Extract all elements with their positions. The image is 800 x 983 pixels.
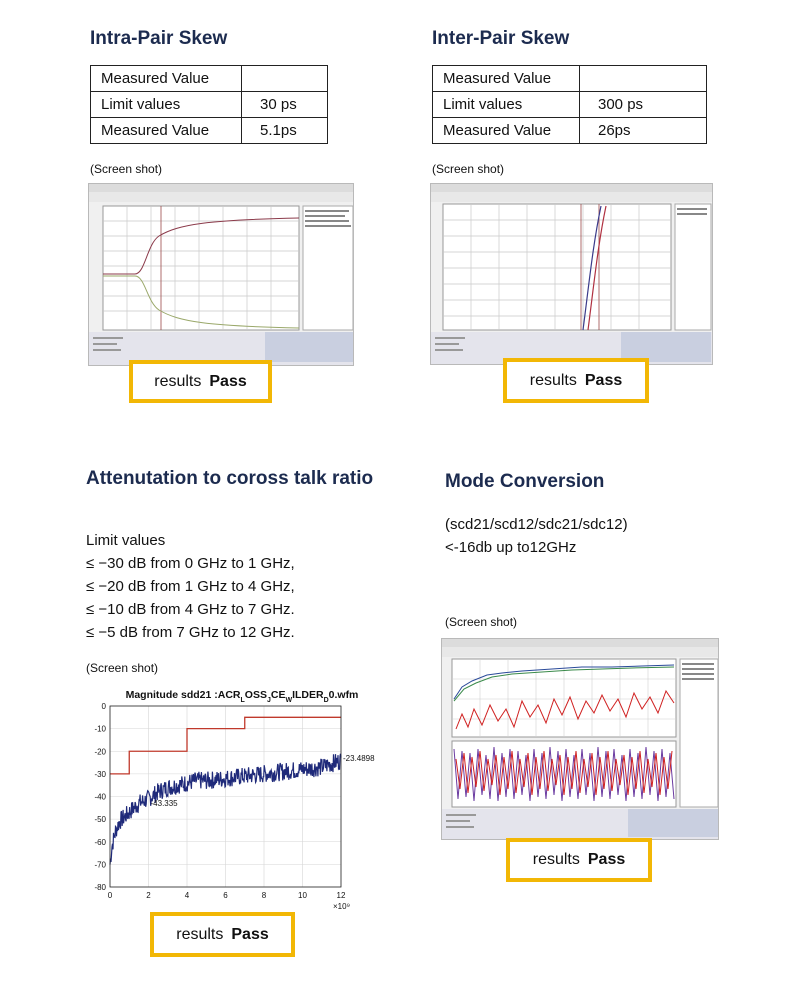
table-cell-label: Measured Value	[433, 66, 580, 92]
mode-conversion-spec	[445, 513, 628, 559]
table-cell-label: Limit values	[433, 92, 580, 118]
mode-screenshot	[441, 638, 719, 840]
mode-params: (scd21/scd12/sdc21/sdc12)	[445, 516, 628, 533]
table-cell-value	[580, 66, 707, 92]
chart-title-part: Magnitude sdd21 :ACR	[125, 689, 241, 701]
table-cell-value: 26ps	[580, 118, 707, 144]
attenuation-limits	[86, 529, 295, 644]
mode-result-box	[506, 838, 652, 882]
result-label: results	[529, 371, 577, 389]
intra-screenshot-label: (Screen shot)	[90, 162, 163, 176]
x-tick-label: 2	[146, 891, 151, 900]
result-value: Pass	[587, 851, 626, 868]
limit-line: ≤ −30 dB from 0 GHz to 1 GHz,	[86, 555, 295, 572]
x-tick-label: 10	[298, 891, 307, 900]
table-row	[433, 66, 707, 92]
result-label: results	[154, 372, 202, 390]
x-tick-label: 12	[336, 891, 346, 900]
chart-title-part: J	[266, 696, 271, 704]
y-tick-label: -20	[94, 747, 106, 757]
result-value: Pass	[584, 371, 623, 389]
y-tick-label: -50	[94, 815, 106, 825]
table-cell-label: Measured Value	[91, 118, 242, 144]
limit-line: ≤ −20 dB from 1 GHz to 4 GHz,	[86, 578, 295, 595]
table-row	[91, 118, 328, 144]
intra-result-box	[129, 360, 272, 403]
inter-waveform-image	[431, 184, 713, 365]
chart-annotation: -43.335	[150, 798, 178, 808]
attenuation-result-box	[150, 912, 295, 957]
y-tick-label: -70	[94, 860, 106, 870]
attenuation-title: Attenutation to coross talk ratio	[86, 468, 374, 489]
table-cell-label: Measured Value	[433, 118, 580, 144]
attenuation-screenshot-label: (Screen shot)	[86, 661, 159, 675]
table-row	[91, 92, 328, 118]
table-row	[433, 118, 707, 144]
y-tick-label: -30	[94, 769, 106, 779]
intra-pair-table	[90, 65, 328, 144]
limit-line: ≤ −10 dB from 4 GHz to 7 GHz.	[86, 601, 295, 618]
mode-waveform-image	[442, 639, 719, 840]
y-tick-label: -60	[94, 837, 106, 847]
result-label: results	[176, 925, 224, 943]
chart-title	[126, 689, 359, 704]
mode-conversion-title: Mode Conversion	[445, 471, 605, 492]
y-tick-label: -40	[94, 792, 106, 802]
y-tick-label: -80	[94, 883, 106, 892]
limits-heading: Limit values	[86, 532, 166, 549]
y-tick-label: 0	[101, 702, 106, 711]
x-multiplier: ×10⁹	[333, 902, 350, 911]
chart-title-part: CE	[270, 689, 286, 701]
limit-line: ≤ −5 dB from 7 GHz to 12 GHz.	[86, 624, 295, 641]
x-tick-label: 8	[261, 891, 267, 900]
table-cell-label: Measured Value	[91, 66, 242, 92]
inter-screenshot-label: (Screen shot)	[432, 162, 505, 176]
inter-pair-title: Inter-Pair Skew	[432, 28, 570, 49]
table-cell-value: 5.1ps	[242, 118, 328, 144]
result-label: results	[532, 851, 580, 868]
chart-title-part: ILDER	[292, 689, 324, 701]
inter-pair-table	[432, 65, 707, 144]
x-tick-label: 6	[223, 891, 228, 900]
result-value: Pass	[231, 925, 269, 943]
table-row	[433, 92, 707, 118]
inter-screenshot	[430, 183, 713, 365]
mode-screenshot-label: (Screen shot)	[445, 615, 518, 629]
chart-title-part: D	[323, 696, 329, 704]
chart-annotation: -23.4898	[343, 754, 375, 764]
table-row	[91, 66, 328, 92]
intra-pair-title: Intra-Pair Skew	[90, 28, 228, 49]
intra-screenshot	[88, 183, 354, 366]
acr-chart	[80, 684, 380, 914]
x-tick-label: 4	[184, 891, 190, 900]
inter-result-box	[503, 358, 649, 403]
chart-title-part: 0.wfm	[328, 689, 359, 701]
intra-waveform-image	[89, 184, 354, 366]
x-tick-label: 0	[107, 891, 113, 900]
table-cell-value	[242, 66, 328, 92]
chart-title-part: W	[285, 696, 293, 704]
mode-limit: <-16db up to12GHz	[445, 539, 577, 556]
result-value: Pass	[209, 372, 247, 390]
table-cell-label: Limit values	[91, 92, 242, 118]
chart-title-part: L	[240, 696, 245, 704]
table-cell-value: 30 ps	[242, 92, 328, 118]
table-cell-value: 300 ps	[580, 92, 707, 118]
y-tick-label: -10	[94, 724, 106, 734]
chart-title-part: OSS	[244, 689, 267, 701]
